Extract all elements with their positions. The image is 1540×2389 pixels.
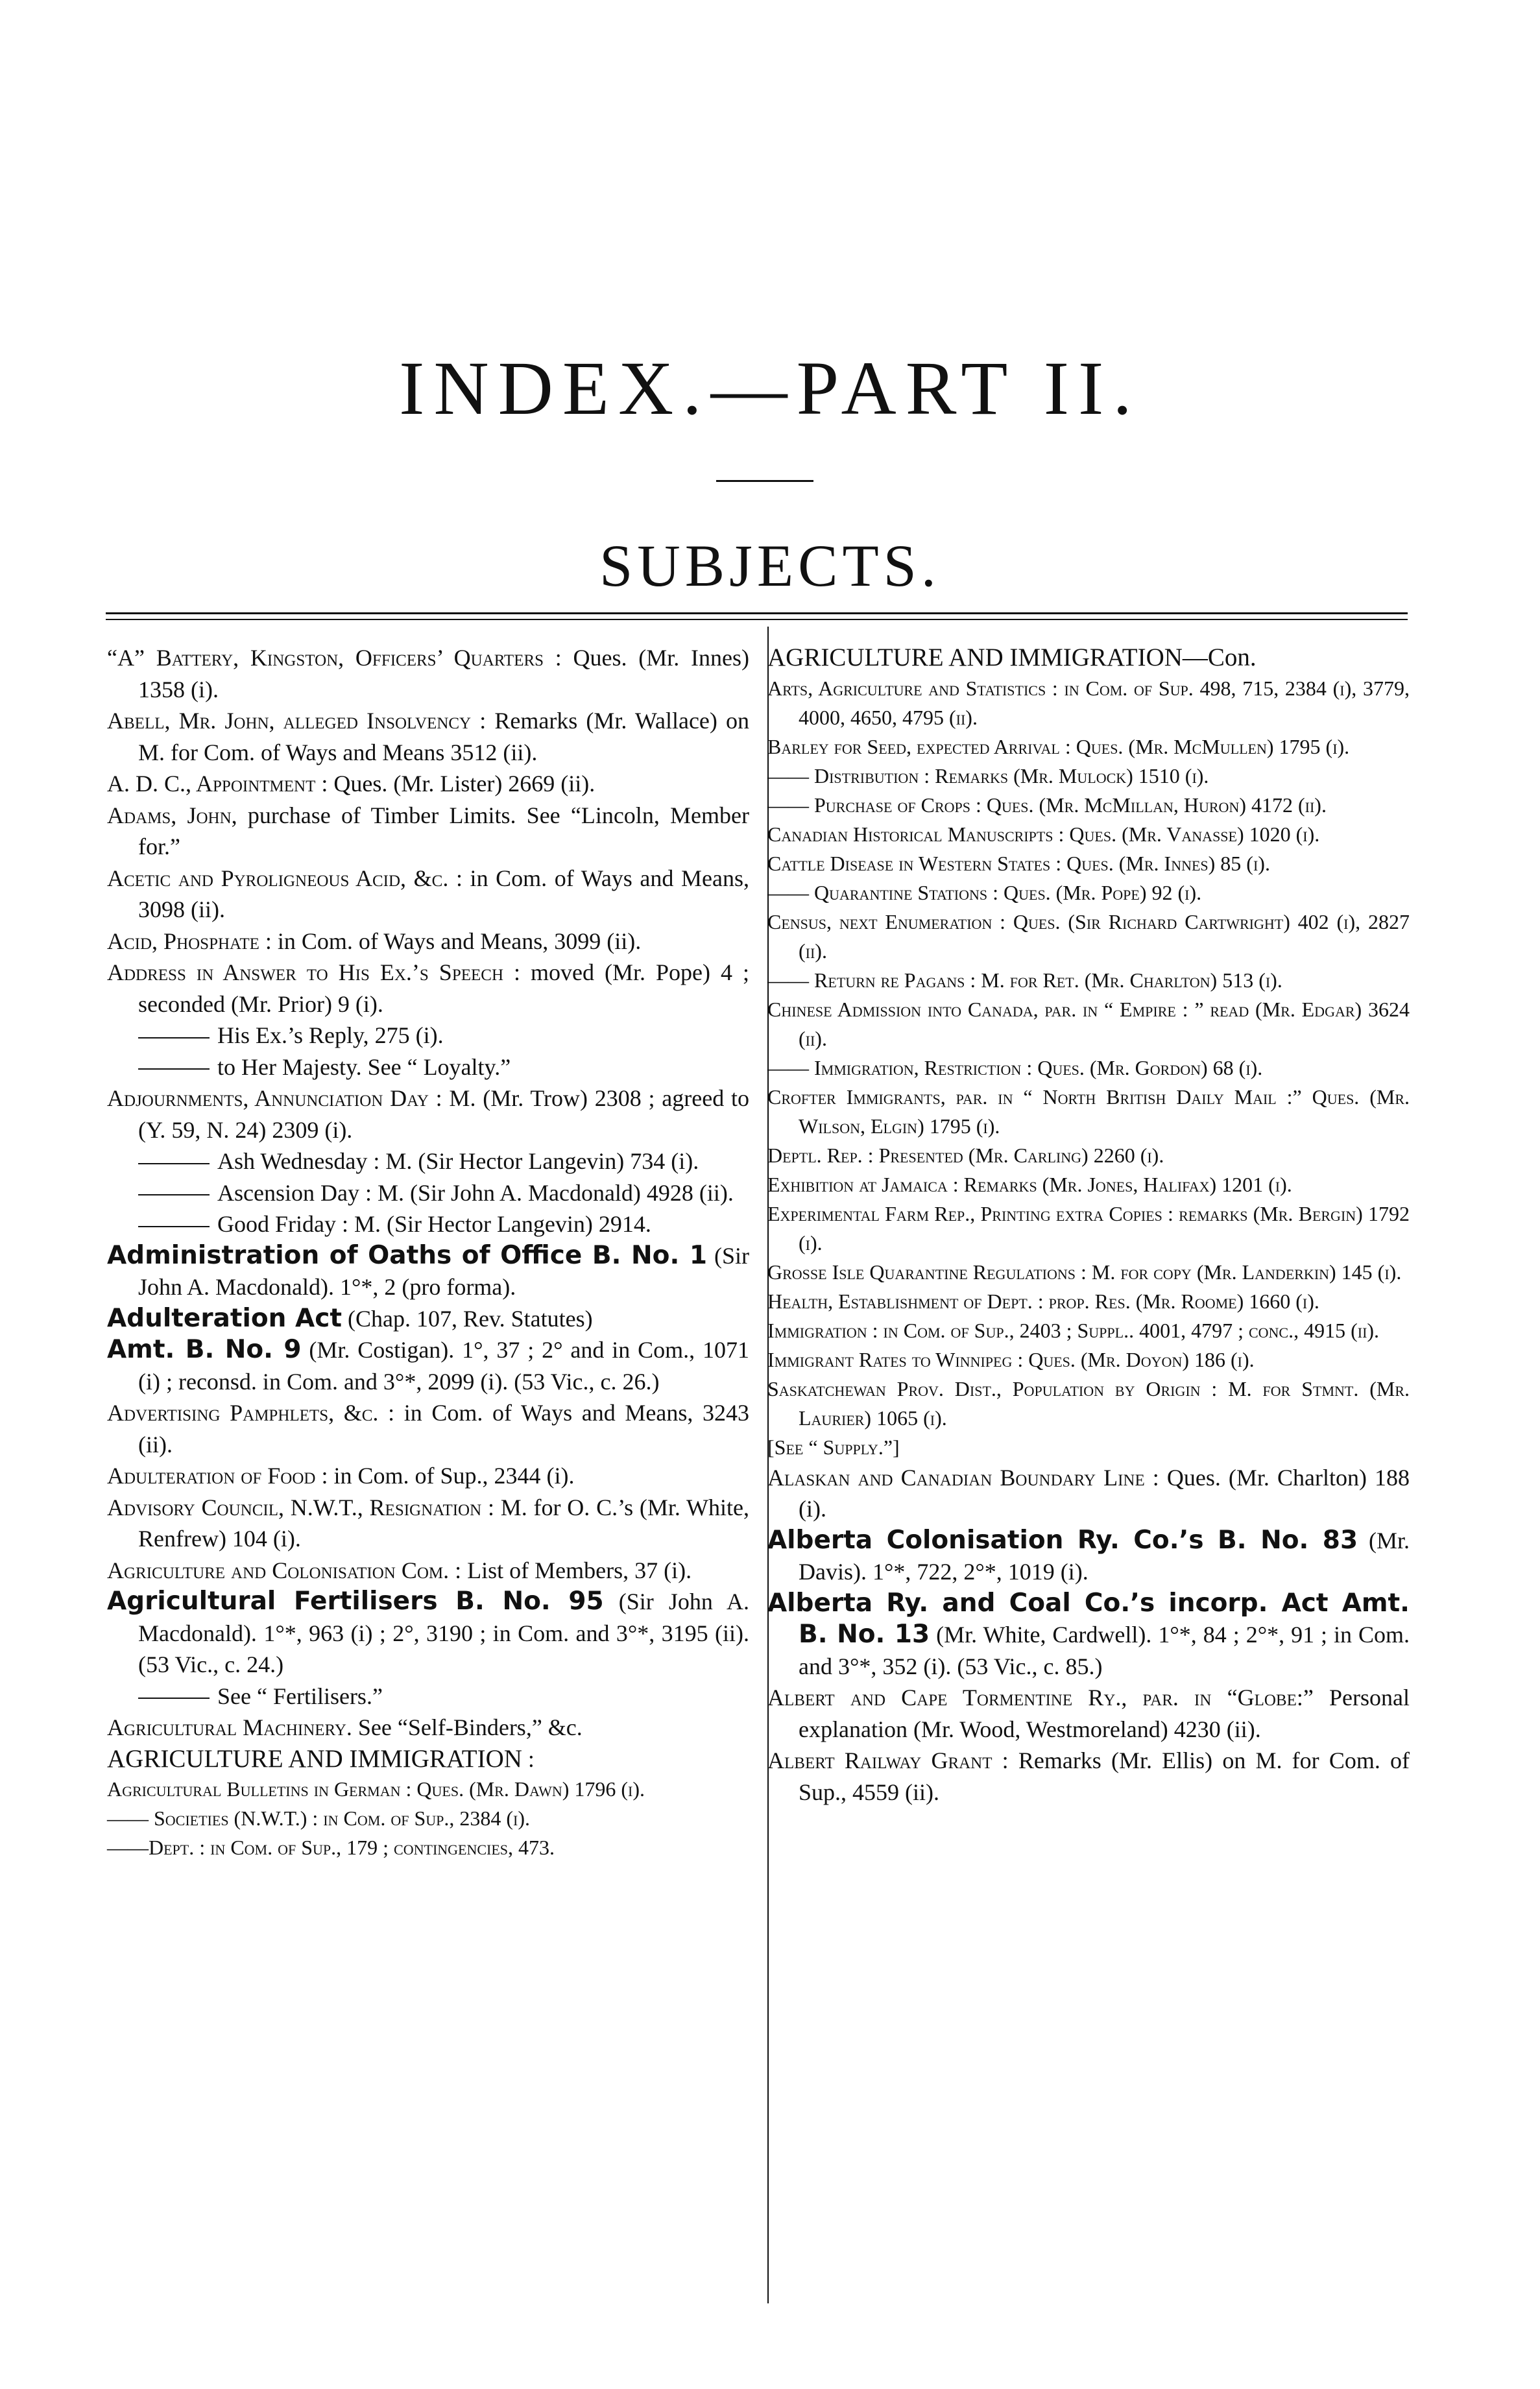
title-rule [716,480,813,482]
entry-body: (Mr. Davis). 1°*, 722, 2°*, 1019 (i). [799,1527,1410,1585]
entry-heading: Agricultural Machinery. [107,1714,352,1740]
entry-heading: Adjournments, Annunciation Day [107,1085,429,1111]
index-entry [107,1334,749,1397]
index-entry [107,705,749,768]
entry-heading: A. D. C., Appointment [107,771,316,797]
section-title: SUBJECTS. [599,533,941,599]
bill-heading: Alberta Ry. and Coal Co.’s incorp. Act Amt. B. No. 13 [767,1588,1410,1649]
entry-heading: Advertising Pamphlets, &c. [107,1400,379,1426]
subentry-text: to Her Majesty. See “ Loyalty.” [217,1053,511,1080]
entry-heading: Albert and Cape Tormentine Ry., par. in “Globe:” [767,1685,1314,1711]
index-subentry: Deptl. Rep. : Presented (Mr. Carling) 2260 (i). [767,1143,1164,1167]
index-entry [107,800,749,863]
index-subentry: ——Dept. : in Com. of Sup., 179 ; contingencies, 473. [107,1836,555,1859]
index-entry [107,1555,749,1587]
entry-heading: Advisory Council, N.W.T., Resignation [107,1494,482,1520]
index-entry [767,1525,1410,1588]
index-entry [767,1682,1410,1745]
entry-body: purchase of Timber Limits. See “Lincoln, Member for.” [138,802,749,859]
dash-rule [138,1226,210,1227]
entry-heading: Adulteration of Food [107,1463,316,1489]
entry-body: (Sir John A. Macdonald). 1°*, 963 (i) ; 2°, 3190 ; in Com. and 3°*, 3195 (ii). (53 Vic., c. 24.) [138,1589,750,1677]
index-subentry [107,1051,749,1083]
index-entry [767,1462,1410,1525]
header-rule-bottom [106,619,1408,620]
index-entry [107,957,749,1020]
entry-heading: Agriculture and Colonisation Com. [107,1557,450,1583]
index-subentry: Agricultural Bulletins in German : Ques. (Mr. Dawn) 1796 (i). [107,1777,645,1801]
entry-body: : in Com. of Ways and Means, 3243 (ii). [138,1400,750,1458]
entry-body: : moved (Mr. Pope) 4 ; seconded (Mr. Prior) 9 (i). [138,959,750,1017]
index-subentry: Crofter Immigrants, par. in “ North British Daily Mail :” Ques. (Mr. Wilson, Elgin) 1795 (i). [767,1085,1410,1138]
index-subentry: —— Return re Pagans : M. for Ret. (Mr. Charlton) 513 (i). [767,968,1282,992]
bill-heading: Agricultural Fertilisers B. No. 95 [107,1587,604,1616]
index-subentry [107,1681,749,1712]
index-entry [107,926,749,957]
index-entry [107,1492,749,1555]
entry-body: : [527,1746,535,1772]
index-subentry [107,1146,749,1177]
index-entry [767,1588,1410,1683]
index-subentry: [See “ Supply.”] [767,1435,900,1459]
index-entry [107,768,749,800]
index-subentry [107,1177,749,1209]
index-subentry: Experimental Farm Rep., Printing extra Copies : remarks (Mr. Bergin) 1792 (i). [767,1201,1410,1255]
entry-body: : List of Members, 37 (i). [455,1557,692,1583]
index-entry [107,1712,749,1744]
index-subentry: —— Societies (N.W.T.) : in Com. of Sup., 2384 (i). [107,1807,530,1830]
index-entry [107,1083,749,1146]
entry-body: (Sir John A. Macdonald). 1°*, 2 (pro forma). [138,1242,750,1300]
index-entry [107,863,749,926]
dash-rule [138,1163,210,1164]
index-subentry: Chinese Admission into Canada, par. in “ Empire : ” read (Mr. Edgar) 3624 (ii). [767,997,1410,1050]
index-subentry: Arts, Agriculture and Statistics : in Com. of Sup. 498, 715, 2384 (i), 3779, 4000, 4650, 4795 (ii). [767,676,1410,729]
index-entry [767,642,1410,674]
index-entry [767,1745,1410,1808]
subentry-text: Ascension Day : M. (Sir John A. Macdonald) 4928 (ii). [217,1179,734,1206]
dash-rule [138,1698,210,1699]
entry-body: Personal explanation (Mr. Wood, Westmoreland) 4230 (ii). [799,1685,1410,1742]
index-subentry: Barley for Seed, expected Arrival : Ques. (Mr. McMullen) 1795 (i). [767,734,1350,758]
entry-heading: Abell, Mr. John, alleged Insolvency [107,708,472,734]
entry-body: : M. (Mr. Trow) 2308 ; agreed to (Y. 59, N. 24) 2309 (i). [138,1085,749,1143]
bill-heading: Adulteration Act [107,1303,342,1333]
index-subentry: Immigration : in Com. of Sup., 2403 ; Suppl.. 4001, 4797 ; conc., 4915 (ii). [767,1318,1380,1342]
entry-body: (Chap. 107, Rev. Statutes) [347,1305,593,1332]
entry-body: : Ques. (Mr. Charlton) 188 (i). [799,1464,1410,1522]
entry-heading: Adams, John, [107,802,237,828]
subentry-text: His Ex.’s Reply, 275 (i). [217,1022,444,1048]
entry-body: : in Com. of Sup., 2344 (i). [321,1463,575,1489]
right-column [767,642,1410,1808]
index-subentry: Exhibition at Jamaica : Remarks (Mr. Jones, Halifax) 1201 (i). [767,1172,1292,1196]
entry-body: : Ques. (Mr. Innes) 1358 (i). [138,645,749,702]
index-subentry: Canadian Historical Manuscripts : Ques. (Mr. Vanasse) 1020 (i). [767,822,1320,846]
section-heading: AGRICULTURE AND IMMIGRATION—Con. [767,643,1257,671]
entry-body: : Remarks (Mr. Ellis) on M. for Com. of Sup., 4559 (ii). [799,1747,1410,1805]
entry-heading: Acetic and Pyroligneous Acid, &c. [107,865,449,891]
subentry-text: Good Friday : M. (Sir Hector Langevin) 2914. [217,1211,651,1237]
index-subentry: —— Quarantine Stations : Ques. (Mr. Pope) 92 (i). [767,880,1202,904]
index-entry [107,1240,749,1303]
index-entry [107,1586,749,1681]
entry-body: : M. for O. C.’s (Mr. White, Renfrew) 104 (i). [138,1494,749,1552]
bill-heading: Administration of Oaths of Office B. No. 1 [107,1240,708,1270]
page-title: INDEX.—PART II. [399,346,1141,431]
index-subentry [107,1020,749,1051]
entry-heading: Albert Railway Grant [767,1747,993,1773]
subentry-text: Ash Wednesday : M. (Sir Hector Langevin) 734 (i). [217,1148,699,1174]
index-subentry: Health, Establishment of Dept. : prop. Res. (Mr. Roome) 1660 (i). [767,1289,1319,1313]
index-subentry: Immigrant Rates to Winnipeg : Ques. (Mr. Doyon) 186 (i). [767,1347,1255,1371]
entry-body: : in Com. of Ways and Means, 3098 (ii). [138,865,749,922]
index-subentry: Grosse Isle Quarantine Regulations : M. for copy (Mr. Landerkin) 145 (i). [767,1260,1402,1284]
left-column [107,642,749,1862]
index-entry [107,1303,749,1335]
entry-body: : Ques. (Mr. Lister) 2669 (ii). [321,771,596,797]
index-entry [107,642,749,705]
index-subentry: —— Purchase of Crops : Ques. (Mr. McMillan, Huron) 4172 (ii). [767,793,1327,817]
entry-body: : Remarks (Mr. Wallace) on M. for Com. of Ways and Means 3512 (ii). [138,708,749,765]
bill-heading: Alberta Colonisation Ry. Co.’s B. No. 83 [767,1525,1358,1555]
entry-heading: “A” Battery, Kingston, Officers’ Quarters [107,645,544,671]
index-entry [107,1397,749,1460]
bill-heading: Amt. B. No. 9 [107,1335,302,1364]
section-heading: AGRICULTURE AND IMMIGRATION [107,1744,522,1773]
entry-body: (Mr. White, Cardwell). 1°*, 84 ; 2°*, 91 ; in Com. and 3°*, 352 (i). (53 Vic., c. 85.) [799,1622,1410,1679]
dash-rule [138,1037,210,1038]
dash-rule [138,1194,210,1195]
entry-heading: Acid, Phosphate [107,928,259,954]
index-subentry: Census, next Enumeration : Ques. (Sir Richard Cartwright) 402 (i), 2827 (ii). [767,909,1410,963]
entry-body: (Mr. Costigan). 1°, 37 ; 2° and in Com., 1071 (i) ; reconsd. in Com. and 3°*, 2099 (i). (53 Vic., c. 26.) [138,1337,750,1395]
entry-body: See “Self-Binders,” &c. [357,1714,583,1740]
header-rule-top [106,612,1408,614]
entry-heading: Address in Answer to His Ex.’s Speech [107,959,503,985]
index-subentry: Cattle Disease in Western States : Ques. (Mr. Innes) 85 (i). [767,851,1270,875]
dash-rule [138,1068,210,1070]
index-entry [107,1460,749,1492]
index-subentry [107,1208,749,1240]
index-subentry: —— Distribution : Remarks (Mr. Mulock) 1510 (i). [767,763,1209,787]
entry-body: : in Com. of Ways and Means, 3099 (ii). [265,928,642,954]
index-entry [107,1744,749,1775]
index-subentry: —— Immigration, Restriction : Ques. (Mr. Gordon) 68 (i). [767,1055,1263,1079]
subentry-text: See “ Fertilisers.” [217,1683,383,1709]
entry-heading: Alaskan and Canadian Boundary Line [767,1464,1145,1491]
index-subentry: Saskatchewan Prov. Dist., Population by Origin : M. for Stmnt. (Mr. Laurier) 1065 (i). [767,1376,1410,1430]
